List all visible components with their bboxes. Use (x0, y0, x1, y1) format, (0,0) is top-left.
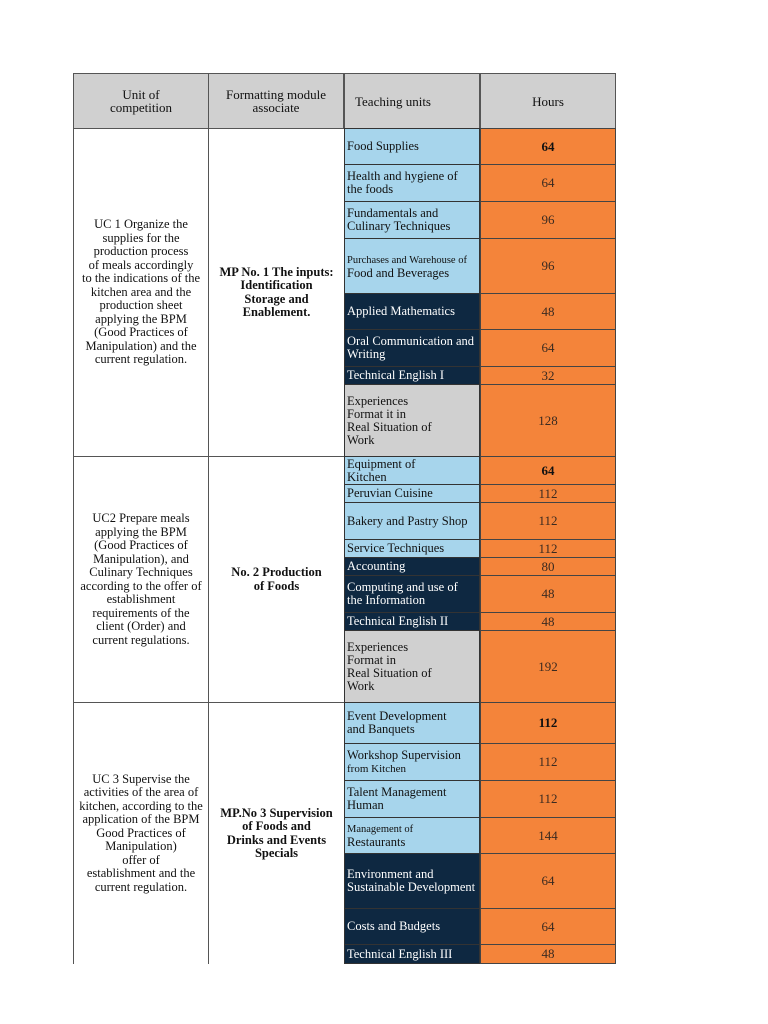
hours-work-experience-2: 192 (480, 630, 616, 703)
unit-service-techniques: Service Techniques (344, 539, 480, 558)
module-cell-mp3: MP.No 3 Supervision of Foods and Drinks and Events Specials (208, 702, 345, 964)
hours-kitchen-equipment: 64 (480, 456, 616, 485)
unit-technical-english-1: Technical English I (344, 366, 480, 385)
unit-restaurant-management: Management of Restaurants (344, 817, 480, 854)
unit-bakery-pastry: Bakery and Pastry Shop (344, 502, 480, 540)
hours-costs-budgets: 64 (480, 908, 616, 945)
hours-purchases-warehouse: 96 (480, 238, 616, 294)
hours-culinary-fundamentals: 96 (480, 201, 616, 239)
unit-accounting: Accounting (344, 557, 480, 576)
hours-environment-sustainability: 64 (480, 853, 616, 909)
hours-technical-english-1: 32 (480, 366, 616, 385)
hours-technical-english-3: 48 (480, 944, 616, 964)
hours-service-techniques: 112 (480, 539, 616, 558)
header-hours: Hours (480, 73, 616, 129)
unit-work-experience-1: Experiences Format it in Real Situation of Work (344, 384, 480, 457)
unit-environment-sustainability: Environment and Sustainable Development (344, 853, 480, 909)
hours-workshop-supervision: 112 (480, 743, 616, 781)
unit-applied-mathematics: Applied Mathematics (344, 293, 480, 330)
hours-accounting: 80 (480, 557, 616, 576)
unit-purchases-warehouse: Purchases and Warehouse of Food and Beverages (344, 238, 480, 294)
unit-talent-management: Talent Management Human (344, 780, 480, 818)
competition-cell-uc2: UC2 Prepare meals applying the BPM (Good Practices of Manipulation), and Culinary Techniques according to the offer of establishment requirements of the client (Order) and current regulations. (73, 456, 209, 703)
header-teaching-units: Teaching units (344, 73, 480, 129)
hours-bakery-pastry: 112 (480, 502, 616, 540)
module-cell-mp2: No. 2 Production of Foods (208, 456, 345, 703)
unit-event-development: Event Development and Banquets (344, 702, 480, 744)
header-formatting-module: Formatting module associate (208, 73, 344, 129)
hours-health-hygiene: 64 (480, 164, 616, 202)
unit-culinary-fundamentals: Fundamentals and Culinary Techniques (344, 201, 480, 239)
unit-technical-english-2: Technical English II (344, 612, 480, 631)
unit-kitchen-equipment: Equipment of Kitchen (344, 456, 480, 485)
module-cell-mp1: MP No. 1 The inputs: Identification Storage and Enablement. (208, 128, 345, 457)
unit-food-supplies: Food Supplies (344, 128, 480, 165)
unit-costs-budgets: Costs and Budgets (344, 908, 480, 945)
unit-technical-english-3: Technical English III (344, 944, 480, 964)
hours-talent-management: 112 (480, 780, 616, 818)
unit-oral-communication: Oral Communication and Writing (344, 329, 480, 367)
header-unit-of-competition: Unit of competition (73, 73, 209, 129)
hours-peruvian-cuisine: 112 (480, 484, 616, 503)
hours-event-development: 112 (480, 702, 616, 744)
unit-workshop-supervision: Workshop Supervision from Kitchen (344, 743, 480, 781)
unit-computing-information: Computing and use of the Information (344, 575, 480, 613)
hours-computing-information: 48 (480, 575, 616, 613)
hours-applied-mathematics: 48 (480, 293, 616, 330)
unit-health-hygiene: Health and hygiene of the foods (344, 164, 480, 202)
hours-oral-communication: 64 (480, 329, 616, 367)
competition-cell-uc1: UC 1 Organize the supplies for the production process of meals accordingly to the indications of the kitchen area and the production sheet applying the BPM (Good Practices of Manipulation) and the current regulation. (73, 128, 209, 457)
unit-peruvian-cuisine: Peruvian Cuisine (344, 484, 480, 503)
hours-restaurant-management: 144 (480, 817, 616, 854)
unit-work-experience-2: Experiences Format in Real Situation of Work (344, 630, 480, 703)
hours-food-supplies: 64 (480, 128, 616, 165)
competition-cell-uc3: UC 3 Supervise the activities of the area of kitchen, according to the application of the BPM Good Practices of Manipulation) offer of establishment and the current regulation. (73, 702, 209, 964)
hours-work-experience-1: 128 (480, 384, 616, 457)
hours-technical-english-2: 48 (480, 612, 616, 631)
